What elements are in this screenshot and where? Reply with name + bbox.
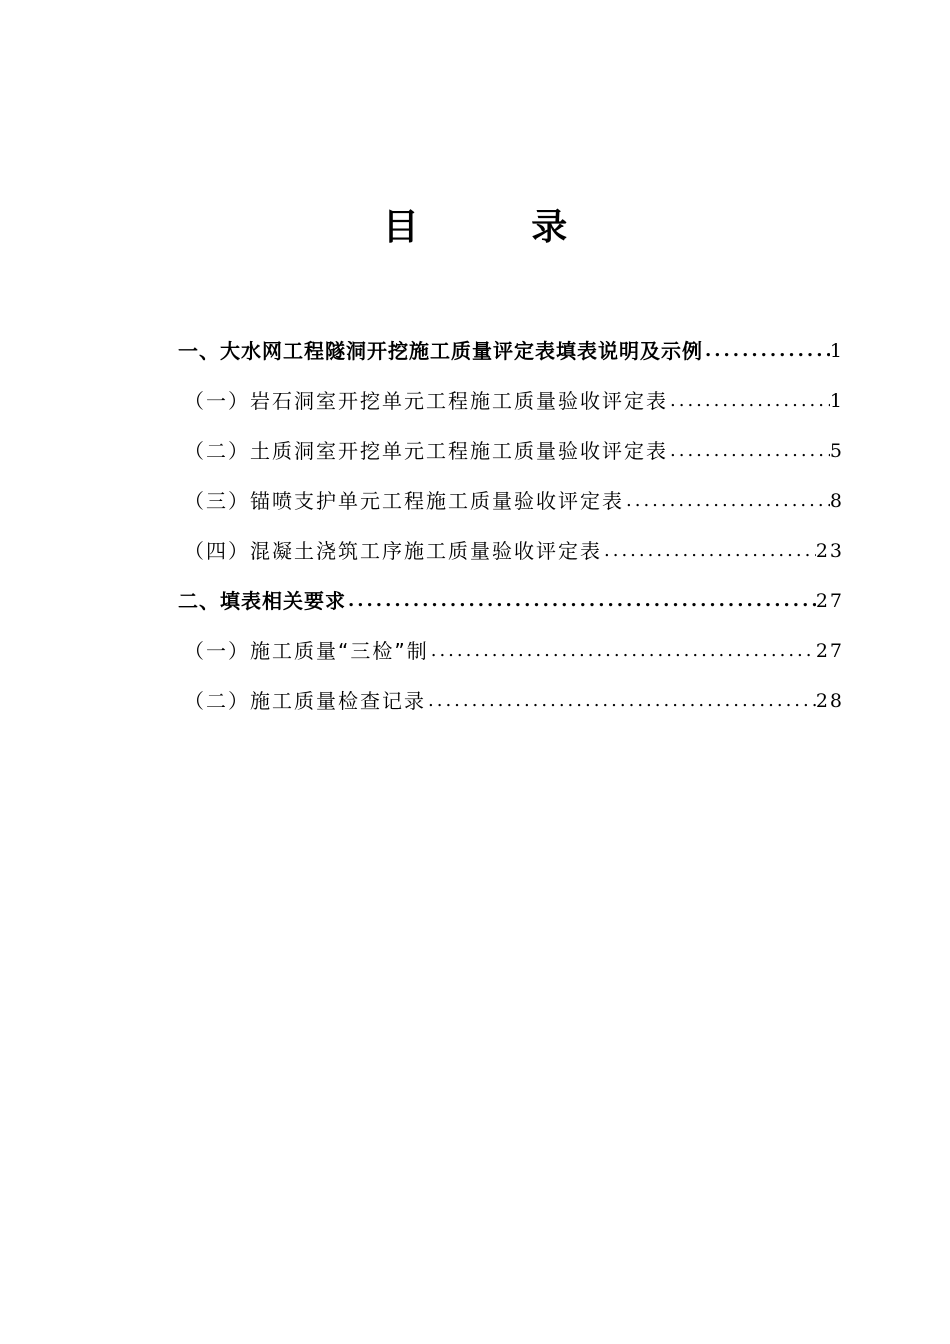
toc-entry-label: （二）施工质量检查记录	[184, 689, 426, 713]
toc-entry[interactable]	[178, 576, 844, 626]
table-of-contents	[178, 326, 844, 726]
toc-entry[interactable]	[178, 526, 844, 576]
toc-page-number: 1	[829, 390, 844, 412]
toc-entry-label: （四）混凝土浇筑工序施工质量验收评定表	[184, 539, 602, 563]
toc-page-number: 28	[815, 690, 844, 712]
toc-entry[interactable]	[178, 626, 844, 676]
toc-entry[interactable]	[178, 476, 844, 526]
toc-page-number: 27	[815, 590, 844, 612]
toc-dot-leader	[624, 476, 830, 526]
toc-entry-label: （二）土质洞室开挖单元工程施工质量验收评定表	[184, 439, 668, 463]
toc-dot-leader	[602, 526, 816, 576]
toc-page-number: 27	[815, 640, 844, 662]
toc-entry-label: （一）岩石洞室开挖单元工程施工质量验收评定表	[184, 389, 668, 413]
toc-entry-label: （三）锚喷支护单元工程施工质量验收评定表	[184, 489, 624, 513]
toc-entry[interactable]	[178, 376, 844, 426]
toc-entry-label: 二、填表相关要求	[178, 589, 346, 613]
toc-dot-leader	[429, 626, 816, 676]
toc-page-number: 1	[829, 340, 844, 362]
toc-dot-leader	[668, 376, 830, 426]
toc-page-number: 8	[829, 490, 844, 512]
toc-title: 目 录	[382, 207, 618, 248]
toc-entry[interactable]	[178, 326, 844, 376]
toc-dot-leader	[703, 326, 830, 376]
toc-entry-label: 一、大水网工程隧洞开挖施工质量评定表填表说明及示例	[178, 339, 703, 363]
toc-page-number: 23	[815, 540, 844, 562]
toc-dot-leader	[668, 426, 830, 476]
toc-entry[interactable]	[178, 676, 844, 726]
toc-page-number: 5	[829, 440, 844, 462]
toc-entry-label: （一）施工质量“三检”制	[184, 639, 429, 663]
toc-dot-leader	[426, 676, 816, 726]
toc-dot-leader	[346, 576, 816, 626]
toc-entry[interactable]	[178, 426, 844, 476]
